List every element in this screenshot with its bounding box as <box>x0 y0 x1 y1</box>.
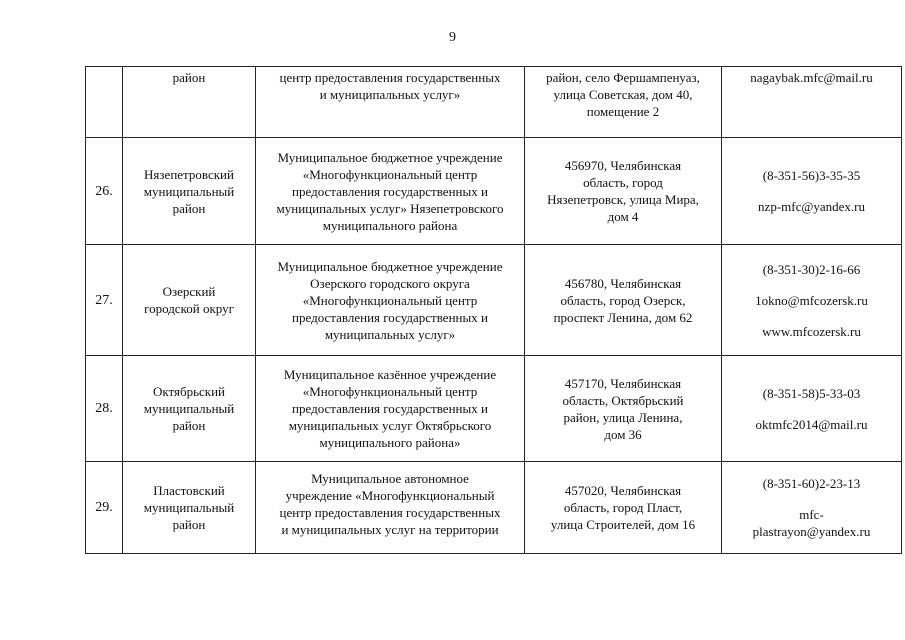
district-line: район <box>172 517 206 532</box>
district-cell <box>123 138 256 245</box>
address-line: проспект Ленина, дом 62 <box>553 309 693 325</box>
address-cell <box>525 67 722 138</box>
organization-line: Муниципальное автономное <box>311 471 469 486</box>
district-line: Нязепетровский <box>144 166 234 182</box>
organization-line: Муниципальное бюджетное учреждение <box>277 258 503 274</box>
row-number-cell <box>86 67 123 138</box>
address-line: 456780, Челябинская <box>564 275 682 291</box>
district-line: Пластовский <box>153 483 225 498</box>
organization-line: муниципального района» <box>319 435 461 450</box>
row-number-cell: 29. <box>86 462 123 554</box>
mfc-directory-table <box>85 66 902 554</box>
district-line: городской округ <box>144 301 234 316</box>
contacts-cell <box>722 356 902 462</box>
district-line: муниципальный <box>143 401 235 416</box>
organization-line: «Многофункциональный центр <box>302 292 478 308</box>
contacts-cell <box>722 138 902 245</box>
district-line: район <box>172 200 206 216</box>
address-line: район, село Фершампенуаз, <box>546 70 700 85</box>
organization-cell <box>256 462 525 554</box>
organization-line: муниципальных услуг Октябрьского <box>288 418 492 433</box>
district-cell <box>123 356 256 462</box>
district-cell <box>123 462 256 554</box>
district-line: район <box>172 418 206 433</box>
organization-line: муниципальных услуг» <box>324 326 456 342</box>
email-text: nagaybak.mfc@mail.ru <box>750 70 873 85</box>
district-line: муниципальный <box>143 183 235 199</box>
organization-line: муниципального района <box>322 217 458 233</box>
phone-text: (8-351-56)3-35-35 <box>762 168 861 183</box>
organization-line: и муниципальных услуг на территории <box>281 522 499 537</box>
organization-line: предоставления государственных и <box>292 401 488 416</box>
phone-text: (8-351-58)5-33-03 <box>762 385 861 401</box>
address-line: дом 36 <box>604 426 642 442</box>
email-text: mfc- <box>799 507 824 522</box>
organization-line: предоставления государственных и <box>292 309 488 325</box>
address-line: 456970, Челябинская <box>564 158 682 173</box>
organization-line: муниципальных услуг» Нязепетровского <box>276 200 504 216</box>
district-cell <box>123 245 256 356</box>
page-number: 9 <box>449 30 456 45</box>
address-line: 457170, Челябинская <box>564 375 682 391</box>
address-line: район, улица Ленина, <box>563 409 683 425</box>
district-cell <box>123 67 256 138</box>
phone-text: (8-351-60)2-23-13 <box>762 476 861 491</box>
contacts-cell <box>722 245 902 356</box>
address-line: область, город <box>583 175 663 190</box>
row-number-cell: 28. <box>86 356 123 462</box>
organization-line: и муниципальных услуг» <box>319 87 461 102</box>
address-line: область, город Озерск, <box>560 292 686 308</box>
table-row <box>86 462 902 554</box>
address-line: область, Октябрьский <box>562 392 684 408</box>
address-line: дом 4 <box>607 209 639 224</box>
email-text: oktmfc2014@mail.ru <box>755 416 868 432</box>
table-row <box>86 138 902 245</box>
district-line: муниципальный <box>143 500 235 515</box>
organization-line: центр предоставления государственных <box>279 505 501 520</box>
address-line: 457020, Челябинская <box>564 483 682 498</box>
organization-cell <box>256 245 525 356</box>
address-cell <box>525 462 722 554</box>
organization-cell <box>256 67 525 138</box>
district-line: Озерский <box>162 284 216 299</box>
address-cell <box>525 245 722 356</box>
contacts-cell <box>722 462 902 554</box>
website-text: www.mfcozersk.ru <box>762 323 861 339</box>
district-line: Октябрьский <box>152 384 226 399</box>
contacts-cell <box>722 67 902 138</box>
organization-line: «Многофункциональный центр <box>302 384 478 399</box>
table-row <box>86 356 902 462</box>
district-line: район <box>172 70 206 85</box>
table-row <box>86 67 902 138</box>
address-line: Нязепетровск, улица Мира, <box>547 192 699 207</box>
email-text: plastrayon@yandex.ru <box>752 524 871 539</box>
address-cell <box>525 356 722 462</box>
organization-line: учреждение «Многофункциональный <box>285 488 495 503</box>
organization-line: «Многофункциональный центр <box>302 166 478 182</box>
row-number-cell: 27. <box>86 245 123 356</box>
organization-line: Муниципальное бюджетное учреждение <box>277 149 503 165</box>
table-row <box>86 245 902 356</box>
organization-line: Муниципальное казённое учреждение <box>283 367 497 382</box>
row-number-cell: 26. <box>86 138 123 245</box>
email-text: nzp-mfc@yandex.ru <box>758 199 865 214</box>
address-line: улица Строителей, дом 16 <box>550 517 696 532</box>
address-line: помещение 2 <box>586 104 660 119</box>
organization-line: предоставления государственных и <box>292 183 488 199</box>
phone-text: (8-351-30)2-16-66 <box>762 261 861 277</box>
organization-cell <box>256 138 525 245</box>
address-line: область, город Пласт, <box>563 500 683 515</box>
address-cell <box>525 138 722 245</box>
organization-line: центр предоставления государственных <box>279 70 501 85</box>
email-text: 1okno@mfcozersk.ru <box>755 292 868 308</box>
address-line: улица Советская, дом 40, <box>553 87 693 102</box>
organization-line: Озерского городского округа <box>310 275 470 291</box>
organization-cell <box>256 356 525 462</box>
